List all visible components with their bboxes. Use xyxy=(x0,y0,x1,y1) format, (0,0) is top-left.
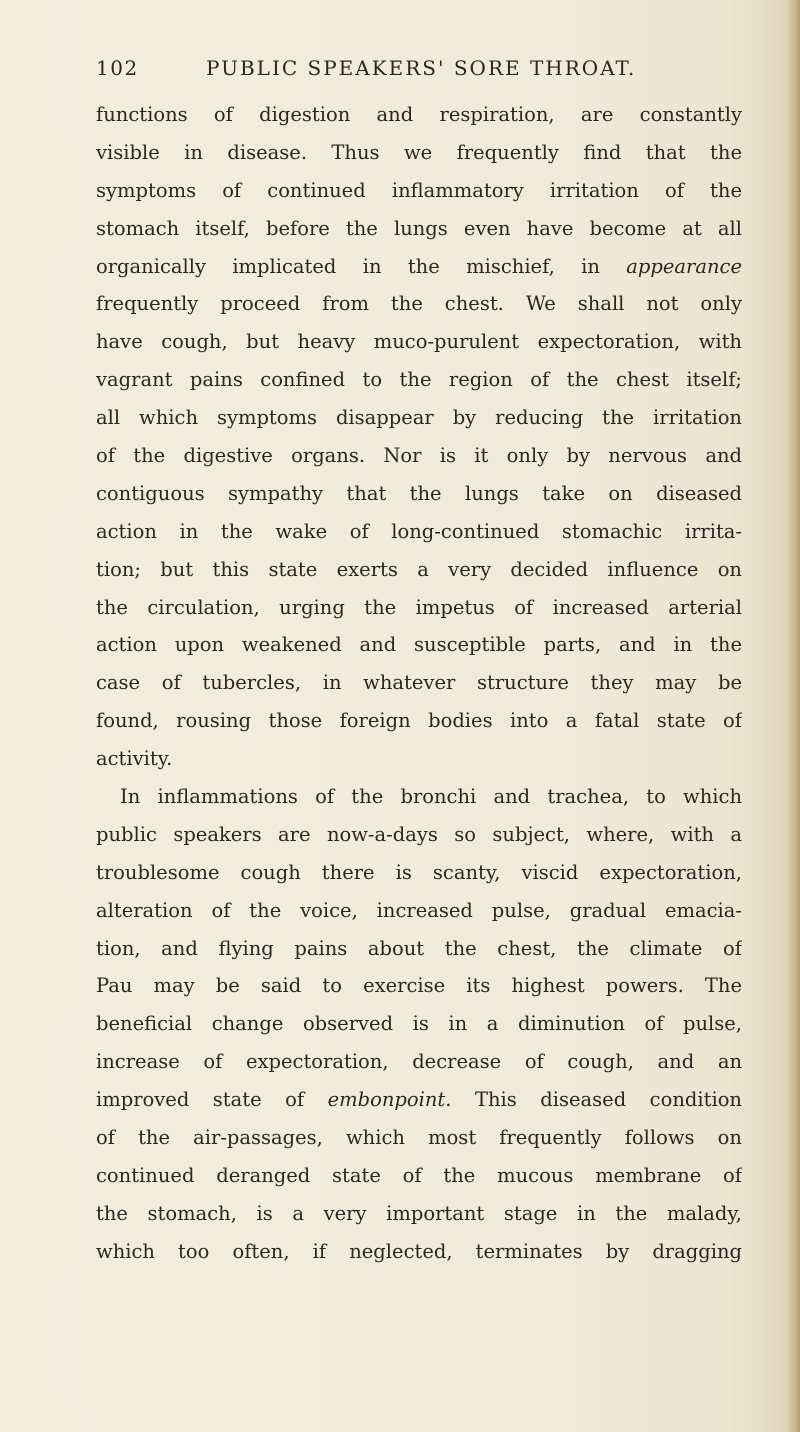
text-line: action in the wake of long-continued stomachic irrita- xyxy=(96,519,742,543)
text-line: action upon weakened and susceptible parts, and in the xyxy=(96,633,742,657)
text-line: vagrant pains confined to the region of the chest itself; xyxy=(96,368,742,392)
text-line: activity. xyxy=(96,747,173,771)
text-line: tion, and flying pains about the chest, the climate of xyxy=(96,936,742,960)
page-header xyxy=(96,56,746,84)
text-segment: This diseased condition xyxy=(474,1088,742,1112)
text-line xyxy=(96,1081,742,1119)
text-line: the circulation, urging the impetus of increased arterial xyxy=(96,595,742,619)
text-line: stomach itself, before the lungs even have become at all xyxy=(96,216,742,240)
text-line: have cough, but heavy muco-purulent expectoration, with xyxy=(96,330,742,354)
text-line: of the air-passages, which most frequently follows on xyxy=(96,1126,742,1150)
italic-term: embonpoint. xyxy=(327,1088,452,1112)
text-line: continued deranged state of the mucous membrane of xyxy=(96,1163,742,1187)
text-line xyxy=(96,248,742,286)
running-head: PUBLIC SPEAKERS' SORE THROAT. xyxy=(206,56,637,80)
italic-term: appearance xyxy=(626,254,742,278)
text-line: of the digestive organs. Nor is it only by nervous and xyxy=(96,444,742,468)
text-line: frequently proceed from the chest. We shall not only xyxy=(96,292,742,316)
text-line: beneficial change observed is in a diminution of pulse, xyxy=(96,1012,742,1036)
text-segment: improved state of xyxy=(96,1088,305,1112)
text-line: symptoms of continued inflammatory irritation of the xyxy=(96,178,742,202)
text-line: troublesome cough there is scanty, viscid expectoration, xyxy=(96,860,742,884)
text-line: increase of expectoration, decrease of cough, and an xyxy=(96,1050,742,1074)
text-line: found, rousing those foreign bodies into a fatal state of xyxy=(96,709,742,733)
text-line: functions of digestion and respiration, are constantly xyxy=(96,103,742,126)
page-number: 102 xyxy=(96,56,139,80)
text-segment: organically implicated in the mischief, in xyxy=(96,254,600,278)
page-edge-shadow xyxy=(786,0,800,1432)
body-text xyxy=(96,96,742,1271)
text-line: case of tubercles, in whatever structure they may be xyxy=(96,671,742,695)
text-line: Pau may be said to exercise its highest powers. The xyxy=(96,974,742,998)
text-line: all which symptoms disappear by reducing the irritation xyxy=(96,406,742,430)
text-line: visible in disease. Thus we frequently find that the xyxy=(96,140,742,164)
paragraph-start-line: In inflammations of the bronchi and trachea, to which xyxy=(120,785,742,809)
text-line: public speakers are now-a-days so subject, where, with a xyxy=(96,822,742,846)
text-line: alteration of the voice, increased pulse, gradual emacia- xyxy=(96,898,742,922)
text-line: which too often, if neglected, terminates by dragging xyxy=(96,1239,742,1263)
text-line: contiguous sympathy that the lungs take on diseased xyxy=(96,481,742,505)
text-line: tion; but this state exerts a very decided influence on xyxy=(96,557,742,581)
text-line: the stomach, is a very important stage in the malady, xyxy=(96,1201,742,1225)
